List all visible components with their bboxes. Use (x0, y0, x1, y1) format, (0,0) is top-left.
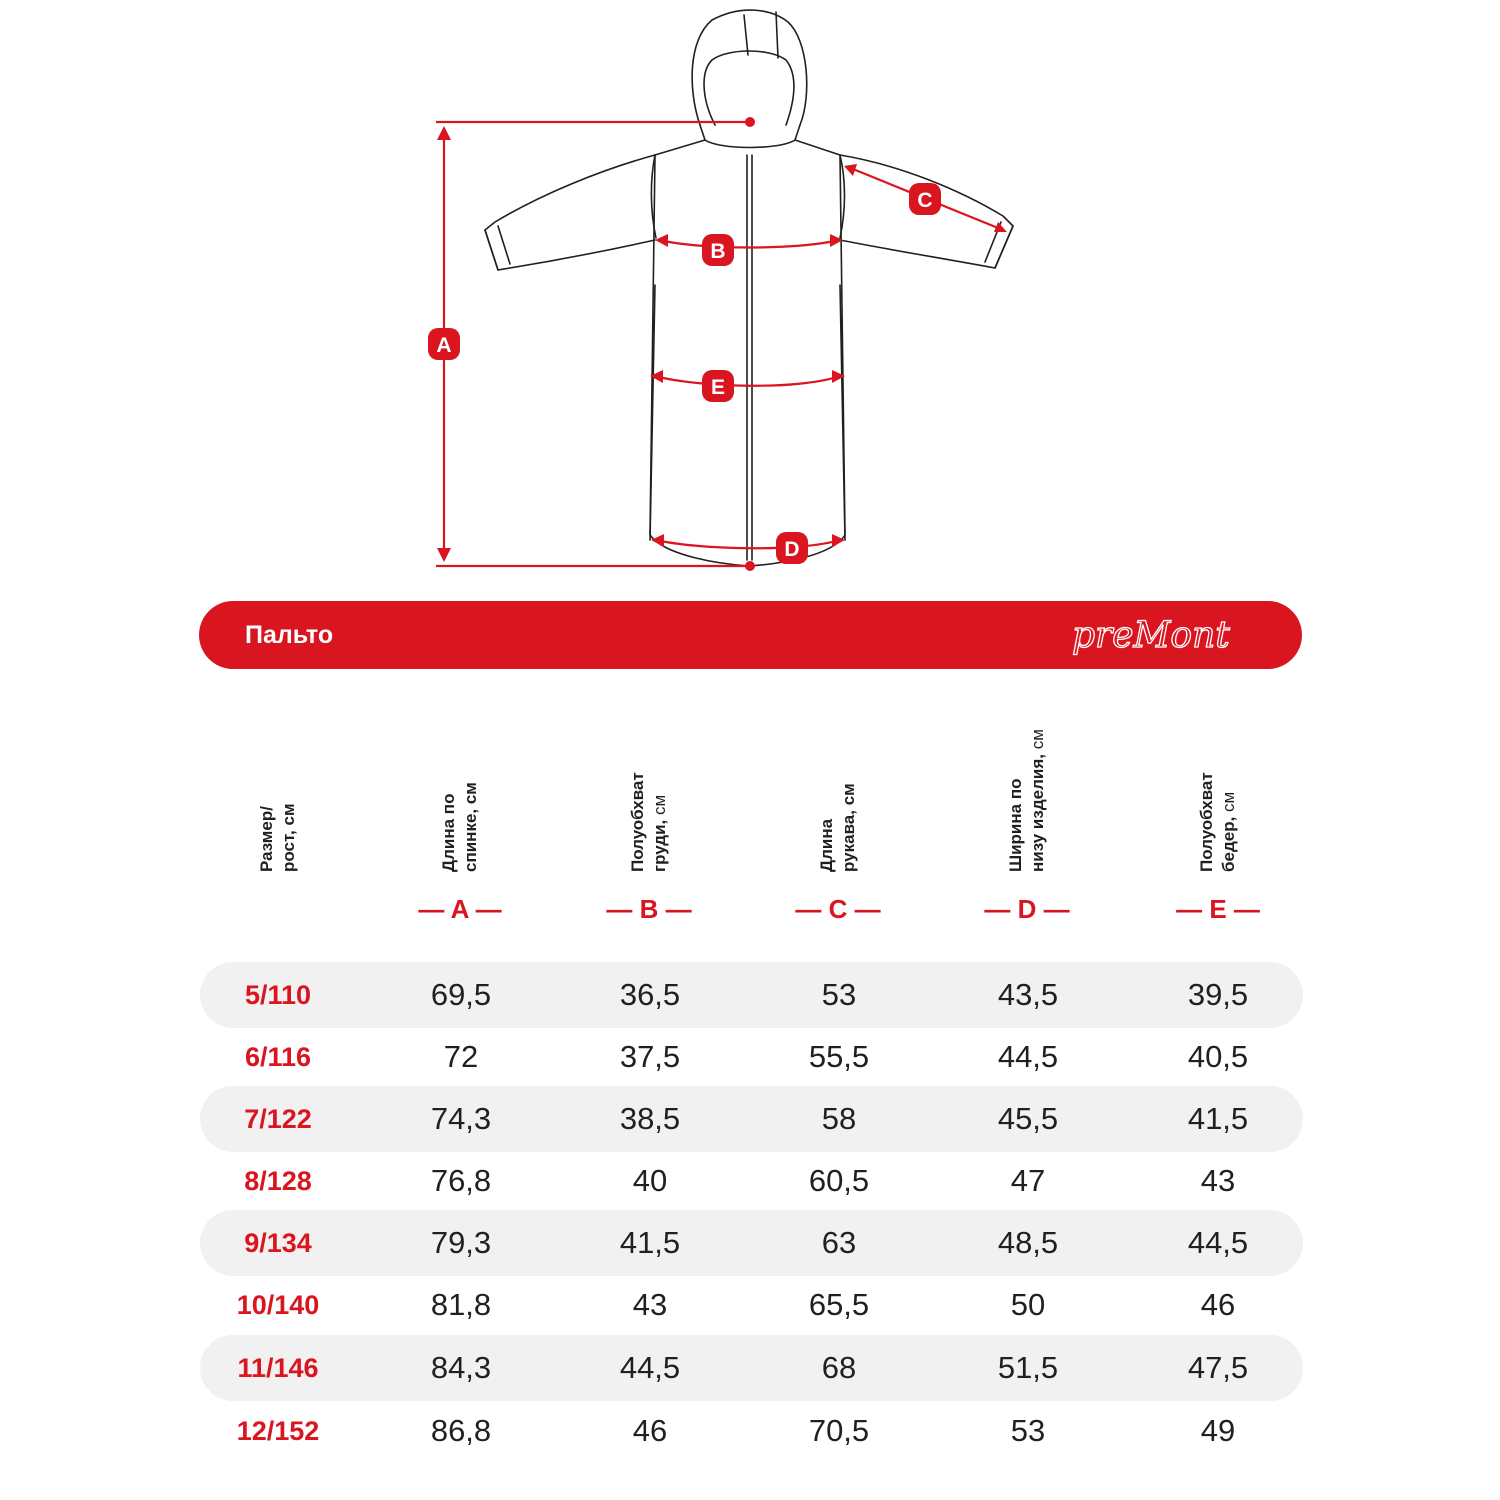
cell-chest: 44,5 (619, 1350, 681, 1385)
header-chest: Полуобхват груди, см (628, 772, 669, 872)
cell-size: 9/134 (244, 1228, 312, 1258)
cell-sleeve: 58 (821, 1101, 857, 1136)
cell-back-length: 86,8 (430, 1413, 492, 1448)
header-sleeve: Длина рукава, см (817, 783, 858, 872)
cell-chest: 40 (632, 1163, 668, 1198)
cell-chest: 41,5 (619, 1225, 681, 1260)
cell-bottom-width: 47 (1010, 1163, 1046, 1198)
cell-size: 5/110 (244, 980, 312, 1010)
measure-b (655, 234, 843, 266)
cell-hips: 43 (1200, 1163, 1236, 1198)
cell-sleeve: 63 (821, 1225, 857, 1260)
cell-size: 7/122 (244, 1104, 312, 1134)
cell-sleeve: 60,5 (808, 1163, 870, 1198)
cell-hips: 39,5 (1187, 977, 1249, 1012)
svg-text:preMont: preMont (1072, 615, 1230, 656)
cell-hips: 44,5 (1187, 1225, 1249, 1260)
cell-bottom-width: 50 (1010, 1287, 1046, 1322)
cell-hips: 40,5 (1187, 1039, 1249, 1074)
letter-a: — A — (418, 894, 502, 924)
cell-bottom-width: 44,5 (997, 1039, 1059, 1074)
cell-hips: 47,5 (1187, 1350, 1249, 1385)
product-title: Пальто (245, 621, 334, 649)
table-row (200, 1335, 1303, 1401)
cell-back-length: 76,8 (430, 1163, 492, 1198)
cell-size: 12/152 (236, 1416, 320, 1446)
cell-back-length: 81,8 (430, 1287, 492, 1322)
header-hips: Полуобхват бедер, см (1197, 772, 1238, 872)
svg-text:A: A (436, 334, 452, 357)
cell-chest: 43 (632, 1287, 668, 1322)
cell-size: 8/128 (244, 1166, 312, 1196)
header-back-length: Длина по спинке, см (439, 782, 480, 872)
letter-e: — E — (1176, 894, 1260, 924)
cell-size: 10/140 (236, 1290, 320, 1320)
measure-a (428, 117, 755, 571)
cell-size: 6/116 (244, 1042, 312, 1072)
measure-c (844, 164, 1007, 232)
cell-bottom-width: 51,5 (997, 1350, 1059, 1385)
cell-chest: 38,5 (619, 1101, 681, 1136)
premont-logo (1072, 611, 1262, 663)
cell-hips: 46 (1200, 1287, 1236, 1322)
table-row (200, 962, 1303, 1028)
cell-hips: 49 (1200, 1413, 1236, 1448)
cell-bottom-width: 53 (1010, 1413, 1046, 1448)
cell-size: 11/146 (237, 1353, 319, 1383)
cell-sleeve: 70,5 (808, 1413, 870, 1448)
table-row (200, 1210, 1303, 1276)
cell-bottom-width: 45,5 (997, 1101, 1059, 1136)
cell-chest: 36,5 (619, 977, 681, 1012)
title-banner (199, 601, 1302, 669)
letter-c: — C — (795, 894, 881, 924)
table-row (200, 1086, 1303, 1152)
coat-measurement-diagram (0, 0, 1500, 600)
svg-text:B: B (710, 240, 726, 263)
coat-outline (485, 10, 1013, 566)
table-row (200, 1148, 1303, 1214)
cell-bottom-width: 43,5 (997, 977, 1059, 1012)
svg-text:E: E (710, 376, 726, 399)
table-row (200, 1272, 1303, 1338)
table-row (200, 1398, 1303, 1464)
cell-hips: 41,5 (1187, 1101, 1249, 1136)
cell-sleeve: 53 (821, 977, 857, 1012)
cell-bottom-width: 48,5 (997, 1225, 1059, 1260)
cell-back-length: 69,5 (430, 977, 492, 1012)
cell-sleeve: 55,5 (808, 1039, 870, 1074)
letter-b: — B — (606, 894, 692, 924)
letter-d: — D — (984, 894, 1070, 924)
table-row (200, 1024, 1303, 1090)
cell-chest: 37,5 (619, 1039, 681, 1074)
svg-text:C: C (917, 189, 933, 212)
cell-back-length: 74,3 (430, 1101, 492, 1136)
cell-back-length: 79,3 (430, 1225, 492, 1260)
cell-back-length: 84,3 (430, 1350, 492, 1385)
cell-sleeve: 68 (821, 1350, 857, 1385)
cell-sleeve: 65,5 (808, 1287, 870, 1322)
svg-text:D: D (784, 538, 800, 561)
header-bottom-width: Ширина по низу изделия, см (1006, 729, 1047, 872)
header-size: Размер/ рост, см (257, 803, 298, 872)
cell-back-length: 72 (443, 1039, 479, 1074)
cell-chest: 46 (632, 1413, 668, 1448)
measure-d (651, 532, 845, 564)
